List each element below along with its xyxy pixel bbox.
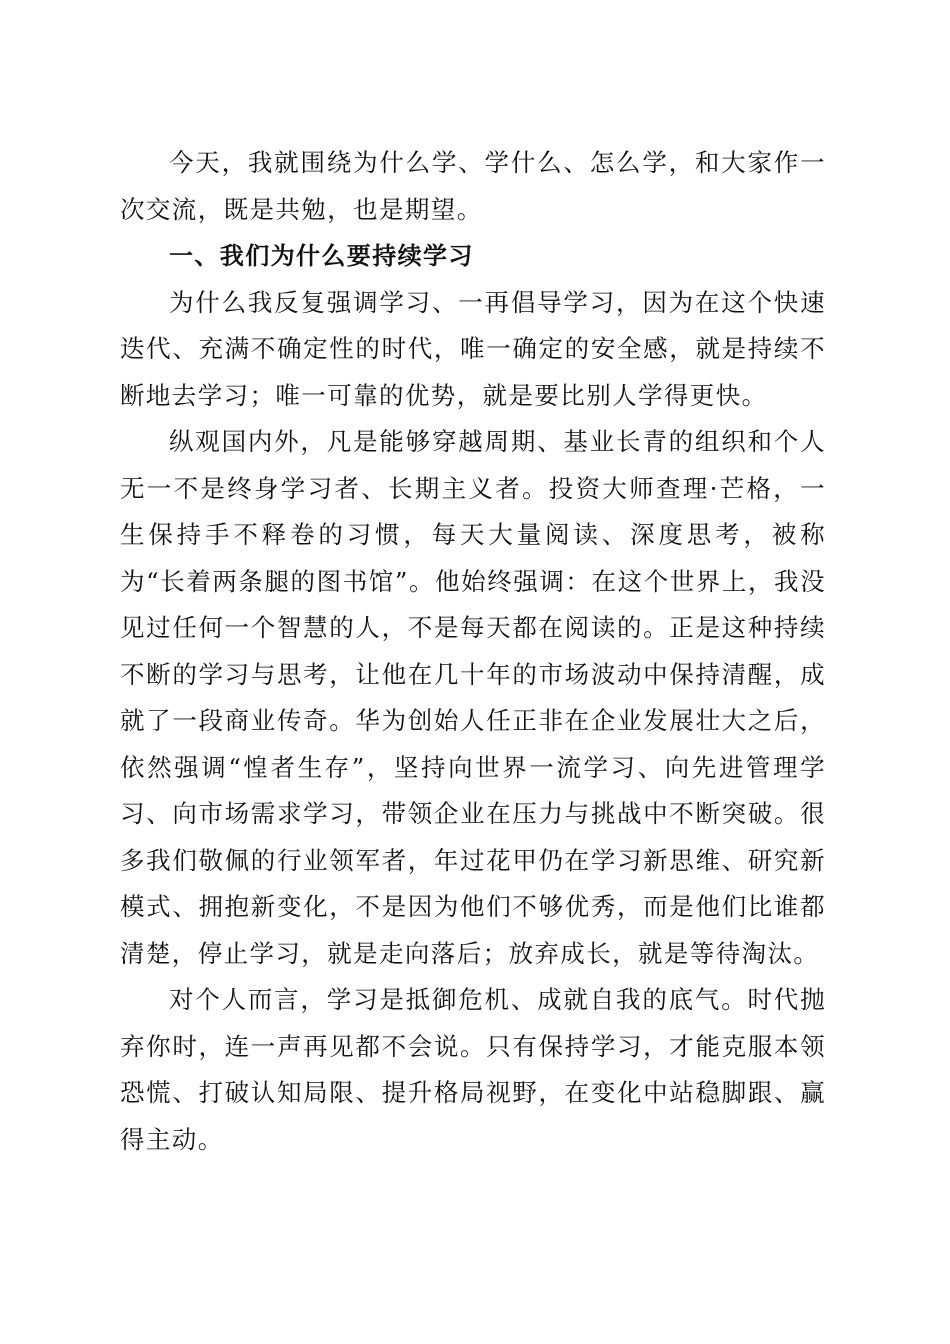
document-page [120, 140, 826, 1163]
paragraph-personal: 对个人而言，学习是抵御危机、成就自我的底气。时代抛弃你时，连一声再见都不会说。只有保持学习，才能克服本领恐慌、打破认知局限、提升格局视野，在变化中站稳脚跟、赢得主动。 [120, 985, 826, 1154]
section-heading: 一、我们为什么要持续学习 [169, 242, 474, 270]
paragraph-examples: 纵观国内外，凡是能够穿越周期、基业长青的组织和个人无一不是终身学习者、长期主义者。投资大师查理·芒格，一生保持手不释卷的习惯，每天大量阅读、深度思考，被称为“长着两条腿的图书馆”。他始终强调：在这个世界上，我没见过任何一个智慧的人，不是每天都在阅读的。正是这种持续不断的学习与思考，让他在几十年的市场波动中保持清醒，成就了一段商业传奇。华为创始人任正非在企业发展壮大之后，依然强调“惶者生存”，坚持向世界一流学习、向先进管理学习、向市场需求学习，带领企业在压力与挑战中不断突破。很多我们敬佩的行业领军者，年过花甲仍在学习新思维、研究新模式、拥抱新变化，不是因为他们不够优秀，而是他们比谁都清楚，停止学习，就是走向落后；放弃成长，就是等待淘汰。 [120, 427, 826, 968]
paragraph-why-learn: 为什么我反复强调学习、一再倡导学习，因为在这个快速迭代、充满不确定性的时代，唯一确定的安全感，就是持续不断地去学习；唯一可靠的优势，就是要比别人学得更快。 [120, 287, 826, 410]
paragraph-intro: 今天，我就围绕为什么学、学什么、怎么学，和大家作一次交流，既是共勉，也是期望。 [120, 148, 826, 224]
